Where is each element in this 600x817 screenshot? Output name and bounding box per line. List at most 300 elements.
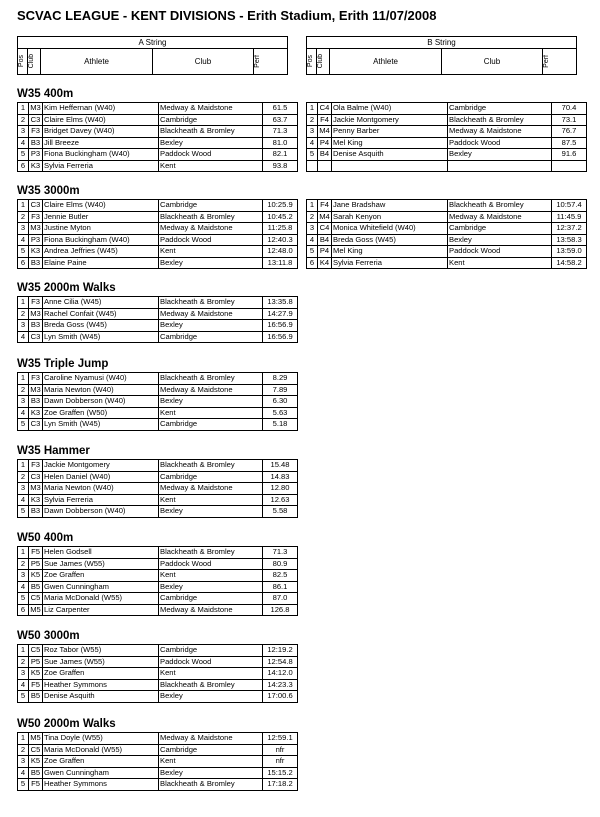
cell-club: P5 (29, 558, 43, 570)
table-row (307, 137, 587, 149)
table-row (18, 733, 298, 745)
results-table-a (17, 459, 298, 518)
table-row (18, 668, 298, 680)
cell-ath: Rachel Confait (W45) (43, 308, 159, 320)
cell-cl: Medway & Maidstone (159, 483, 263, 495)
cell-cl: Paddock Wood (159, 234, 263, 246)
cell-ath: Sylvia Ferreria (43, 160, 159, 172)
cell-pos: 1 (18, 373, 29, 385)
cell-perf: 14:27.9 (263, 308, 298, 320)
cell-ath: Heather Symmons (43, 779, 159, 791)
cell-pos: 4 (18, 581, 29, 593)
results-table-a (17, 546, 298, 616)
cell-pos: 4 (18, 234, 29, 246)
cell-cl: Cambridge (159, 645, 263, 657)
cell-cl: Bexley (159, 320, 263, 332)
cell-cl: Bexley (448, 234, 552, 246)
cell-cl: Kent (159, 407, 263, 419)
cell-perf: 87.0 (263, 593, 298, 605)
section-title: W50 3000m (17, 630, 80, 642)
cell-ath: Jane Bradshaw (332, 200, 448, 212)
cell-club: F5 (29, 679, 43, 691)
cell-perf: 93.8 (263, 160, 298, 172)
cell-ath: Elaine Paine (43, 257, 159, 269)
cell-ath: Jackie Montgomery (332, 114, 448, 126)
perf-header: Perf (542, 55, 550, 68)
cell-ath: Dawn Dobberson (W40) (43, 506, 159, 518)
cell-club: F5 (29, 547, 43, 559)
cell-cl: Bexley (159, 396, 263, 408)
table-row (18, 460, 298, 472)
cell-ath: Breda Goss (W45) (332, 234, 448, 246)
cell-pos: 4 (307, 137, 318, 149)
cell-club: P4 (318, 246, 332, 258)
table-row (18, 744, 298, 756)
results-table-a (17, 644, 298, 703)
cell-ath: Claire Elms (W40) (43, 200, 159, 212)
cell-perf: 7.89 (263, 384, 298, 396)
cell-pos: 2 (18, 384, 29, 396)
cell-cl: Cambridge (159, 471, 263, 483)
cell-pos: 2 (18, 558, 29, 570)
cell-perf: 13:59.0 (552, 246, 587, 258)
cell-perf: 13:11.8 (263, 257, 298, 269)
cell-cl: Medway & Maidstone (159, 308, 263, 320)
cell-ath: Helen Godsell (43, 547, 159, 559)
table-row (18, 308, 298, 320)
table-row (18, 779, 298, 791)
cell-pos: 5 (18, 149, 29, 161)
cell-club: M5 (30, 733, 41, 742)
cell-pos: 2 (18, 211, 29, 223)
cell-club: M3 (30, 308, 41, 318)
cell-cl: Kent (159, 570, 263, 582)
cell-ath: Gwen Cunningham (43, 581, 159, 593)
results-table-b (306, 102, 587, 172)
cell-perf: 15:15.2 (263, 767, 298, 779)
cell-ath: Jennie Butler (43, 211, 159, 223)
results-table-b (306, 199, 587, 269)
cell-cl: Kent (159, 494, 263, 506)
cell-ath: Lyn Smith (W45) (43, 419, 159, 431)
cell-cl: Blackheath & Bromley (159, 547, 263, 559)
perf-header: Perf (253, 55, 261, 68)
section-title: W50 400m (17, 532, 74, 544)
cell-perf: 13:58.3 (552, 234, 587, 246)
cell-club: M3 (30, 483, 41, 492)
club-code-header: Club (316, 54, 324, 69)
table-row (18, 570, 298, 582)
cell-ath: Helen Daniel (W40) (43, 471, 159, 483)
cell-pos: 6 (307, 257, 318, 269)
cell-cl: Blackheath & Bromley (159, 373, 263, 385)
cell-ath: Lyn Smith (W45) (43, 331, 159, 343)
cell-pos: 3 (18, 668, 29, 680)
cell-perf: 70.4 (552, 103, 587, 115)
cell-pos: 2 (18, 744, 29, 756)
cell-ath: Mel King (332, 246, 448, 258)
cell-ath: Sue James (W55) (43, 558, 159, 570)
cell-perf: 15.48 (263, 460, 298, 472)
cell-club: C4 (318, 223, 332, 235)
table-row (18, 396, 298, 408)
results-table-a (17, 199, 298, 269)
cell-club: M3 (30, 223, 41, 232)
cell-club: F3 (29, 460, 43, 472)
cell-ath: Zoe Graffen (43, 668, 159, 680)
table-row (18, 593, 298, 605)
cell-cl: Medway & Maidstone (159, 604, 263, 616)
cell-cl: Cambridge (159, 200, 263, 212)
cell-cl: Bexley (159, 767, 263, 779)
cell-perf: 14:58.2 (552, 257, 587, 269)
cell-perf: 16:56.9 (263, 331, 298, 343)
table-row (18, 200, 298, 212)
cell-club: F3 (29, 373, 43, 385)
cell-pos: 3 (18, 396, 29, 408)
cell-ath: Sylvia Ferreria (43, 494, 159, 506)
cell-perf: 12:40.3 (263, 234, 298, 246)
cell-pos: 1 (18, 200, 29, 212)
cell-cl: Cambridge (159, 419, 263, 431)
cell-club: F4 (318, 114, 332, 126)
cell-pos: 2 (18, 471, 29, 483)
cell-cl: Cambridge (159, 331, 263, 343)
athlete-header: Athlete (40, 49, 152, 75)
cell-perf: 61.5 (263, 103, 298, 115)
cell-perf: 8.29 (263, 373, 298, 385)
table-row (18, 558, 298, 570)
cell-club: K5 (29, 668, 43, 680)
table-row (18, 645, 298, 657)
cell-club: B4 (318, 149, 332, 161)
cell-cl: Medway & Maidstone (448, 126, 552, 138)
cell-ath: Zoe Graffen (43, 756, 159, 768)
cell-pos: 1 (18, 547, 29, 559)
cell-cl: Bexley (159, 691, 263, 703)
cell-pos: 3 (307, 126, 318, 138)
cell-club: K3 (29, 407, 43, 419)
cell-club: M3 (30, 103, 41, 112)
cell-cl: Bexley (159, 506, 263, 518)
cell-perf: 6.30 (263, 396, 298, 408)
section-title: W35 2000m Walks (17, 282, 116, 294)
cell-perf: 12.80 (263, 483, 298, 495)
cell-cl: Blackheath & Bromley (159, 679, 263, 691)
cell-pos: 1 (18, 297, 29, 309)
table-row (18, 257, 298, 269)
cell-perf: 126.8 (263, 604, 298, 616)
cell-cl: Medway & Maidstone (159, 103, 263, 115)
cell-cl: Paddock Wood (159, 149, 263, 161)
cell-perf: 73.1 (552, 114, 587, 126)
pos-header: Pos (18, 55, 25, 68)
cell-pos: 4 (18, 331, 29, 343)
cell-ath: Maria Newton (W40) (43, 483, 159, 495)
cell-perf: 5.18 (263, 419, 298, 431)
cell-pos: 5 (307, 149, 318, 161)
table-row (307, 149, 587, 161)
table-row (307, 223, 587, 235)
cell-pos: 6 (18, 257, 29, 269)
cell-perf: 82.1 (263, 149, 298, 161)
cell-ath: Maria McDonald (W55) (43, 744, 159, 756)
cell-club: M5 (30, 604, 41, 614)
cell-pos: 3 (18, 320, 29, 332)
table-row (18, 656, 298, 668)
cell-cl: Bexley (448, 149, 552, 161)
cell-club: C3 (29, 419, 43, 431)
cell-ath: Roz Tabor (W55) (43, 645, 159, 657)
cell-perf: nfr (263, 756, 298, 768)
cell-pos: 2 (18, 114, 29, 126)
cell-perf: 14.83 (263, 471, 298, 483)
cell-perf: 76.7 (552, 126, 587, 138)
cell-club: M4 (319, 211, 330, 221)
cell-perf: nfr (263, 744, 298, 756)
cell-cl: Paddock Wood (159, 656, 263, 668)
table-row (18, 384, 298, 396)
cell-club (318, 160, 332, 171)
cell-pos: 6 (18, 160, 29, 172)
cell-cl: Blackheath & Bromley (159, 211, 263, 223)
cell-pos: 6 (18, 604, 29, 616)
table-row (307, 103, 587, 115)
section-title: W35 Triple Jump (17, 358, 109, 370)
cell-ath: Fiona Buckingham (W40) (43, 234, 159, 246)
cell-club: C5 (29, 744, 43, 756)
cell-pos: 3 (18, 223, 29, 235)
table-row (18, 331, 298, 343)
cell-cl: Blackheath & Bromley (448, 200, 552, 212)
cell-perf: 11:25.8 (263, 223, 298, 235)
cell-club: C3 (29, 200, 43, 212)
pos-header: Pos (307, 55, 314, 68)
cell-pos: 4 (18, 679, 29, 691)
cell-cl: Blackheath & Bromley (159, 460, 263, 472)
cell-pos: 4 (18, 137, 29, 149)
cell-club: C3 (29, 471, 43, 483)
cell-perf: 63.7 (263, 114, 298, 126)
table-row (18, 471, 298, 483)
cell-club: P3 (29, 149, 43, 161)
cell-ath: Tina Doyle (W55) (43, 733, 159, 745)
table-row (18, 103, 298, 115)
cell-pos: 3 (18, 756, 29, 768)
table-row (18, 494, 298, 506)
cell-pos: 3 (307, 223, 318, 235)
table-row (18, 483, 298, 495)
cell-ath: Bridget Davey (W40) (43, 126, 159, 138)
cell-club: B3 (29, 137, 43, 149)
cell-ath: Penny Barber (332, 126, 448, 138)
cell-perf: 16:56.9 (263, 320, 298, 332)
cell-ath: Ola Balme (W40) (332, 103, 448, 115)
cell-perf: 87.5 (552, 137, 587, 149)
cell-perf: 71.3 (263, 547, 298, 559)
cell-pos: 5 (18, 419, 29, 431)
cell-club: B5 (29, 581, 43, 593)
cell-ath: Breda Goss (W45) (43, 320, 159, 332)
cell-pos: 5 (18, 506, 29, 518)
results-table-a (17, 296, 298, 343)
cell-ath: Andrea Jeffries (W45) (43, 246, 159, 258)
cell-club: P5 (29, 656, 43, 668)
cell-club: C5 (29, 645, 43, 657)
cell-club: B4 (318, 234, 332, 246)
table-row (18, 767, 298, 779)
cell-pos: 5 (307, 246, 318, 258)
cell-club: K3 (29, 494, 43, 506)
results-table-a (17, 372, 298, 431)
club-code-header: Club (27, 54, 35, 69)
cell-pos: 3 (18, 483, 29, 495)
cell-ath: Maria Newton (W40) (43, 384, 159, 396)
cell-club: C4 (318, 103, 332, 115)
cell-club: F5 (29, 779, 43, 791)
cell-cl: Kent (159, 756, 263, 768)
cell-pos: 1 (307, 200, 318, 212)
cell-cl: Cambridge (448, 103, 552, 115)
cell-ath: Jill Breeze (43, 137, 159, 149)
cell-pos: 2 (18, 656, 29, 668)
cell-cl: Paddock Wood (448, 246, 552, 258)
cell-perf: 11:45.9 (552, 211, 587, 223)
cell-perf: 12:48.0 (263, 246, 298, 258)
cell-club: B3 (29, 396, 43, 408)
cell-club: F4 (318, 200, 332, 212)
b-string-label: B String (307, 37, 577, 49)
cell-ath: Mel King (332, 137, 448, 149)
cell-ath: Monica Whitefield (W40) (332, 223, 448, 235)
cell-ath: Gwen Cunningham (43, 767, 159, 779)
cell-club: K5 (29, 756, 43, 768)
cell-ath: Denise Asquith (332, 149, 448, 161)
cell-club: M4 (319, 126, 330, 135)
cell-pos: 4 (18, 767, 29, 779)
cell-club: K3 (29, 246, 43, 258)
cell-pos: 1 (18, 460, 29, 472)
cell-club: K3 (29, 160, 43, 172)
cell-perf: 82.5 (263, 570, 298, 582)
cell-ath: Sarah Kenyon (332, 211, 448, 223)
cell-ath: Heather Symmons (43, 679, 159, 691)
cell-pos: 1 (307, 103, 318, 115)
cell-ath: Zoe Graffen (W50) (43, 407, 159, 419)
cell-ath: Caroline Nyamusi (W40) (43, 373, 159, 385)
cell-pos: 5 (18, 246, 29, 258)
table-row (18, 149, 298, 161)
results-table-a (17, 732, 298, 791)
cell-ath: Kim Heffernan (W40) (43, 103, 159, 115)
cell-pos: 2 (307, 114, 318, 126)
cell-ath: Maria McDonald (W55) (43, 593, 159, 605)
header-b (306, 36, 577, 75)
cell-club: C5 (29, 593, 43, 605)
table-row (307, 211, 587, 223)
table-row (18, 419, 298, 431)
cell-ath: Zoe Graffen (43, 570, 159, 582)
table-row (18, 506, 298, 518)
table-row (18, 547, 298, 559)
table-row (307, 234, 587, 246)
cell-cl: Paddock Wood (159, 558, 263, 570)
club-header: Club (442, 49, 543, 75)
cell-club: P4 (318, 137, 332, 149)
page-title: SCVAC LEAGUE - KENT DIVISIONS - Erith Stadium, Erith 11/07/2008 (17, 8, 437, 23)
cell-ath: Liz Carpenter (43, 604, 159, 616)
cell-cl: Kent (159, 160, 263, 172)
table-row (18, 297, 298, 309)
cell-ath (332, 160, 448, 171)
table-row (307, 114, 587, 126)
cell-pos: 1 (18, 103, 29, 115)
table-row (18, 691, 298, 703)
table-row (18, 756, 298, 768)
cell-perf: 12:19.2 (263, 645, 298, 657)
table-row (18, 581, 298, 593)
cell-cl: Bexley (159, 581, 263, 593)
cell-club: C3 (29, 114, 43, 126)
cell-perf: 14:12.0 (263, 668, 298, 680)
cell-perf: 12:59.1 (263, 733, 298, 745)
cell-perf: 12:54.8 (263, 656, 298, 668)
cell-club: M3 (30, 384, 41, 394)
cell-perf: 12:37.2 (552, 223, 587, 235)
table-row (18, 320, 298, 332)
table-row (307, 246, 587, 258)
table-row (18, 407, 298, 419)
cell-pos: 4 (307, 234, 318, 246)
cell-club: K5 (29, 570, 43, 582)
cell-pos: 2 (307, 211, 318, 223)
cell-cl: Cambridge (159, 114, 263, 126)
cell-pos: 4 (18, 494, 29, 506)
table-row (18, 604, 298, 616)
cell-club: F3 (29, 297, 43, 309)
cell-perf: 10:25.9 (263, 200, 298, 212)
cell-perf: 12.63 (263, 494, 298, 506)
cell-cl (448, 160, 552, 171)
cell-pos: 3 (18, 126, 29, 138)
table-row (18, 126, 298, 138)
cell-pos: 1 (18, 645, 29, 657)
cell-club: B3 (29, 506, 43, 518)
table-row (18, 114, 298, 126)
cell-cl: Blackheath & Bromley (159, 126, 263, 138)
cell-cl: Medway & Maidstone (159, 384, 263, 396)
cell-perf: 91.6 (552, 149, 587, 161)
cell-club: B5 (29, 691, 43, 703)
cell-pos: 1 (18, 733, 29, 745)
club-header: Club (153, 49, 254, 75)
cell-cl: Paddock Wood (448, 137, 552, 149)
cell-ath: Sylvia Ferreria (332, 257, 448, 269)
cell-ath: Justine Myton (43, 223, 159, 235)
cell-club: C3 (29, 331, 43, 343)
table-row (307, 160, 587, 171)
cell-club: F3 (29, 126, 43, 138)
cell-cl: Medway & Maidstone (159, 223, 263, 235)
table-row (18, 246, 298, 258)
section-title: W35 Hammer (17, 445, 90, 457)
cell-ath: Fiona Buckingham (W40) (43, 149, 159, 161)
cell-perf: 14:23.3 (263, 679, 298, 691)
cell-club: B3 (29, 257, 43, 269)
cell-perf: 5.63 (263, 407, 298, 419)
cell-cl: Kent (159, 668, 263, 680)
cell-club: P3 (29, 234, 43, 246)
